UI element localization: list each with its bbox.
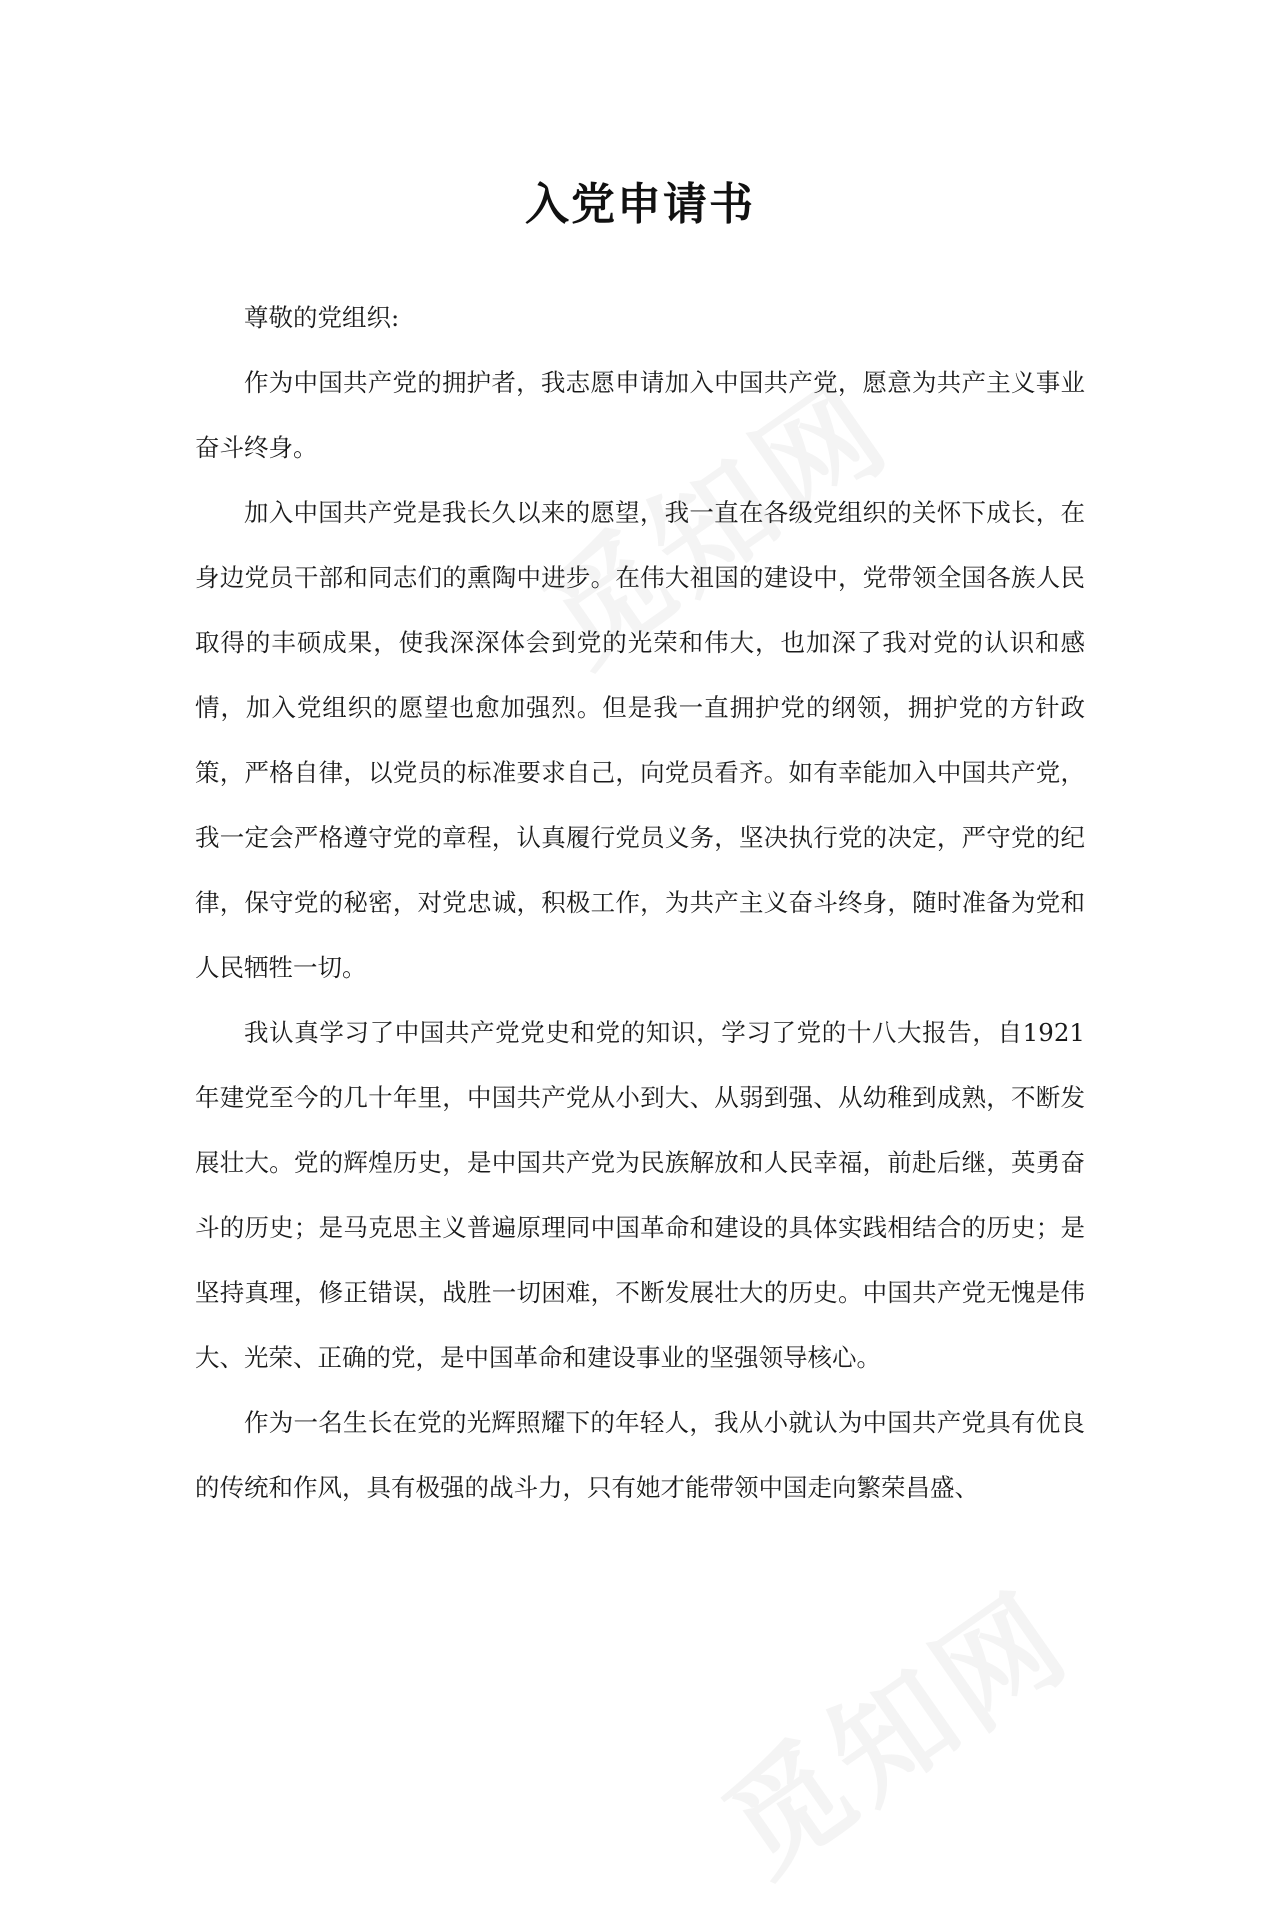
document-body <box>195 285 1085 1520</box>
page-title: 入党申请书 <box>525 179 755 230</box>
paragraph: 加入中国共产党是我长久以来的愿望，我一直在各级党组织的关怀下成长，在身边党员干部和同志们的熏陶中进步。在伟大祖国的建设中，党带领全国各族人民取得的丰硕成果，使我深深体会到党的光荣和伟大，也加深了我对党的认识和感情，加入党组织的愿望也愈加强烈。但是我一直拥护党的纲领，拥护党的方针政策，严格自律，以党员的标准要求自己，向党员看齐。如有幸能加入中国共产党，我一定会严格遵守党的章程，认真履行党员义务，坚决执行党的决定，严守党的纪律，保守党的秘密，对党忠诚，积极工作，为共产主义奋斗终身，随时准备为党和人民牺牲一切。 <box>195 498 1085 982</box>
paragraph: 我认真学习了中国共产党党史和党的知识，学习了党的十八大报告，自1921 年建党至今的几十年里，中国共产党从小到大、从弱到强、从幼稚到成熟，不断发展壮大。党的辉煌历史，是中国共产党为民族解放和人民幸福，前赴后继，英勇奋斗的历史；是马克思主义普遍原理同中国革命和建设的具体实践相结合的历史；是坚持真理，修正错误，战胜一切困难，不断发展壮大的历史。中国共产党无愧是伟大、光荣、正确的党，是中国革命和建设事业的坚强领导核心。 <box>195 1018 1085 1372</box>
paragraph: 作为中国共产党的拥护者，我志愿申请加入中国共产党，愿意为共产主义事业奋斗终身。 <box>195 368 1085 462</box>
paragraph: 作为一名生长在党的光辉照耀下的年轻人，我从小就认为中国共产党具有优良的传统和作风，具有极强的战斗力，只有她才能带领中国走向繁荣昌盛、 <box>195 1408 1085 1502</box>
salutation: 尊敬的党组织: <box>244 303 400 332</box>
watermark <box>685 1545 1098 1906</box>
